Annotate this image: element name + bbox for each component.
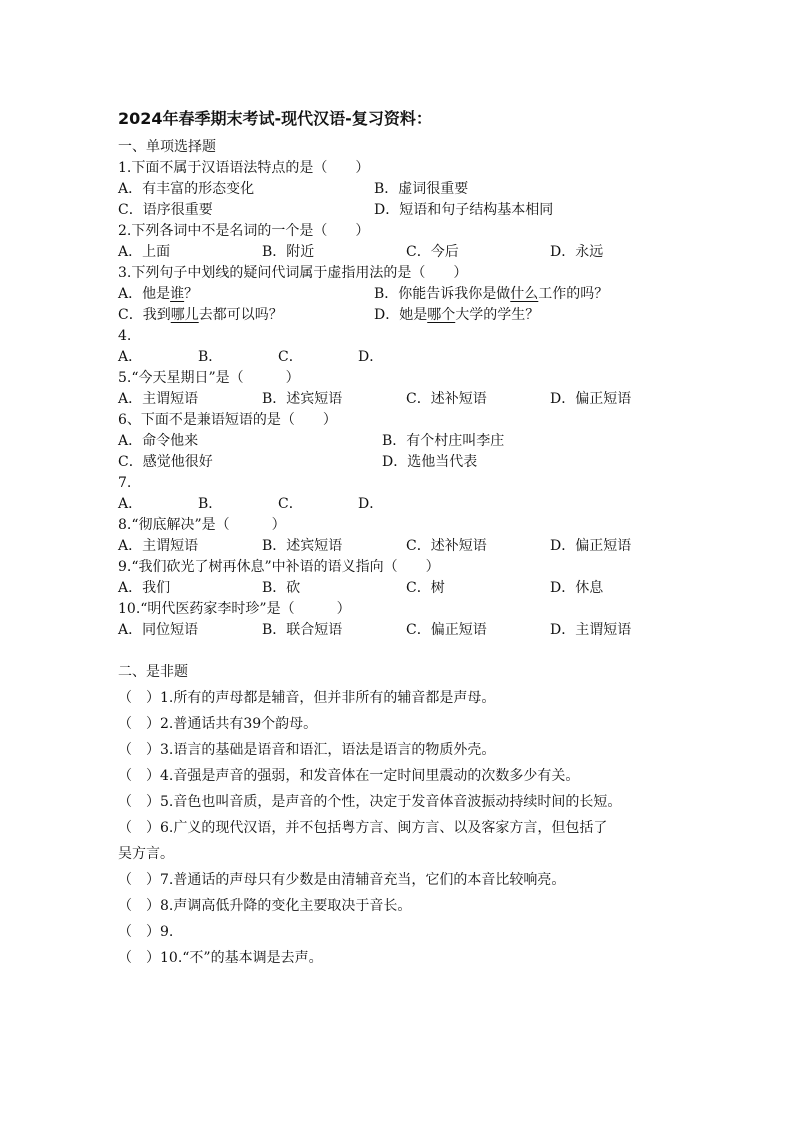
option-c: C． xyxy=(278,349,303,365)
option-b: B．述宾短语 xyxy=(262,538,343,554)
option-d: D．偏正短语 xyxy=(550,538,632,554)
question-stem: 7. xyxy=(118,475,132,491)
option-a: A．命令他来 xyxy=(118,433,199,449)
option-d: D．选他当代表 xyxy=(382,454,478,470)
option-a: A．上面 xyxy=(118,244,171,260)
option-c: C．树 xyxy=(406,580,445,596)
option-d: D．休息 xyxy=(550,580,604,596)
true-false-item: （ ）10.“不”的基本调是去声。 xyxy=(118,950,323,966)
true-false-item: （ ）5.音色也叫音质，是声音的个性，决定于发音体音波振动持续时间的长短。 xyxy=(118,794,622,810)
question-stem: 8.“彻底解决”是（ ） xyxy=(118,517,286,533)
option-text: 工作的吗？ xyxy=(538,286,609,302)
option-b xyxy=(374,284,608,304)
option-c: C．偏正短语 xyxy=(406,622,487,638)
option-text: B．你能告诉我你是做 xyxy=(374,286,511,302)
question-stem: 4. xyxy=(118,328,132,344)
option-d: D． xyxy=(358,349,384,365)
option-c: C．语序很重要 xyxy=(118,202,213,218)
option-d: D． xyxy=(358,496,384,512)
question-stem: 9.“我们砍光了树再休息”中补语的语义指向（ ） xyxy=(118,559,440,575)
question-stem: 5.“今天星期日”是（ ） xyxy=(118,370,300,386)
option-d: D．主谓短语 xyxy=(550,622,632,638)
section-heading: 二、是非题 xyxy=(118,664,188,680)
true-false-item: （ ）3.语言的基础是语音和语汇，语法是语言的物质外壳。 xyxy=(118,742,496,758)
option-text: ？ xyxy=(184,286,199,302)
option-d: D．偏正短语 xyxy=(550,391,632,407)
true-false-item: （ ）7.普通话的声母只有少数是由清辅音充当，它们的本音比较响亮。 xyxy=(118,872,566,888)
option-a: A． xyxy=(118,349,143,365)
option-c: C．述补短语 xyxy=(406,391,487,407)
true-false-item: （ ）1.所有的声母都是辅音，但并非所有的辅音都是声母。 xyxy=(118,690,496,706)
true-false-item: （ ）2.普通话共有39个韵母。 xyxy=(118,716,318,732)
option-b: B．联合短语 xyxy=(262,622,343,638)
option-text: C．我到 xyxy=(118,307,171,323)
option-c: C．述补短语 xyxy=(406,538,487,554)
option-b: B．附近 xyxy=(262,244,315,260)
underlined-word: 哪个 xyxy=(427,307,456,323)
option-a xyxy=(118,284,198,304)
option-d: D．短语和句子结构基本相同 xyxy=(374,202,554,218)
option-a: A．主谓短语 xyxy=(118,538,199,554)
option-text: D．她是 xyxy=(374,307,428,323)
option-d: D．永远 xyxy=(550,244,604,260)
option-b: B． xyxy=(198,349,223,365)
option-b: B．有个村庄叫李庄 xyxy=(382,433,505,449)
true-false-item: （ ）6.广义的现代汉语，并不包括粤方言、闽方言、以及客家方言，但包括了 xyxy=(118,820,608,836)
option-c: C． xyxy=(278,496,303,512)
underlined-word: 哪儿 xyxy=(170,307,199,323)
underlined-word: 谁 xyxy=(170,286,185,302)
true-false-item: （ ）8.声调高低升降的变化主要取决于音长。 xyxy=(118,898,412,914)
question-stem: 3.下列句子中划线的疑问代词属于虚指用法的是（ ） xyxy=(118,265,468,281)
option-c xyxy=(118,305,283,325)
question-stem: 10.“明代医药家李时珍”是（ ） xyxy=(118,601,351,617)
option-a: A．同位短语 xyxy=(118,622,199,638)
option-d xyxy=(374,305,539,325)
option-c: C．感觉他很好 xyxy=(118,454,213,470)
option-a: A．我们 xyxy=(118,580,171,596)
underlined-word: 什么 xyxy=(510,286,539,302)
option-b: B．述宾短语 xyxy=(262,391,343,407)
option-b: B．砍 xyxy=(262,580,301,596)
document-title: 2024年春季期末考试-现代汉语-复习资料： xyxy=(118,109,432,128)
option-a: A． xyxy=(118,496,143,512)
option-text: A．他是 xyxy=(118,286,171,302)
true-false-item: （ ）9. xyxy=(118,924,174,940)
question-stem: 6、下面不是兼语短语的是（ ） xyxy=(118,412,337,428)
option-b: B．虚词很重要 xyxy=(374,181,469,197)
option-b: B． xyxy=(198,496,223,512)
option-a: A．主谓短语 xyxy=(118,391,199,407)
option-a: A．有丰富的形态变化 xyxy=(118,181,255,197)
option-c: C．今后 xyxy=(406,244,459,260)
option-text: 去都可以吗？ xyxy=(198,307,283,323)
question-stem: 2.下列各词中不是名词的一个是（ ） xyxy=(118,223,370,239)
question-stem: 1.下面不属于汉语语法特点的是（ ） xyxy=(118,160,370,176)
true-false-item: （ ）4.音强是声音的强弱，和发音体在一定时间里震动的次数多少有关。 xyxy=(118,768,580,784)
option-text: 大学的学生？ xyxy=(455,307,540,323)
section-heading: 一、单项选择题 xyxy=(118,139,216,155)
true-false-item-continuation: 吴方言。 xyxy=(118,846,174,862)
